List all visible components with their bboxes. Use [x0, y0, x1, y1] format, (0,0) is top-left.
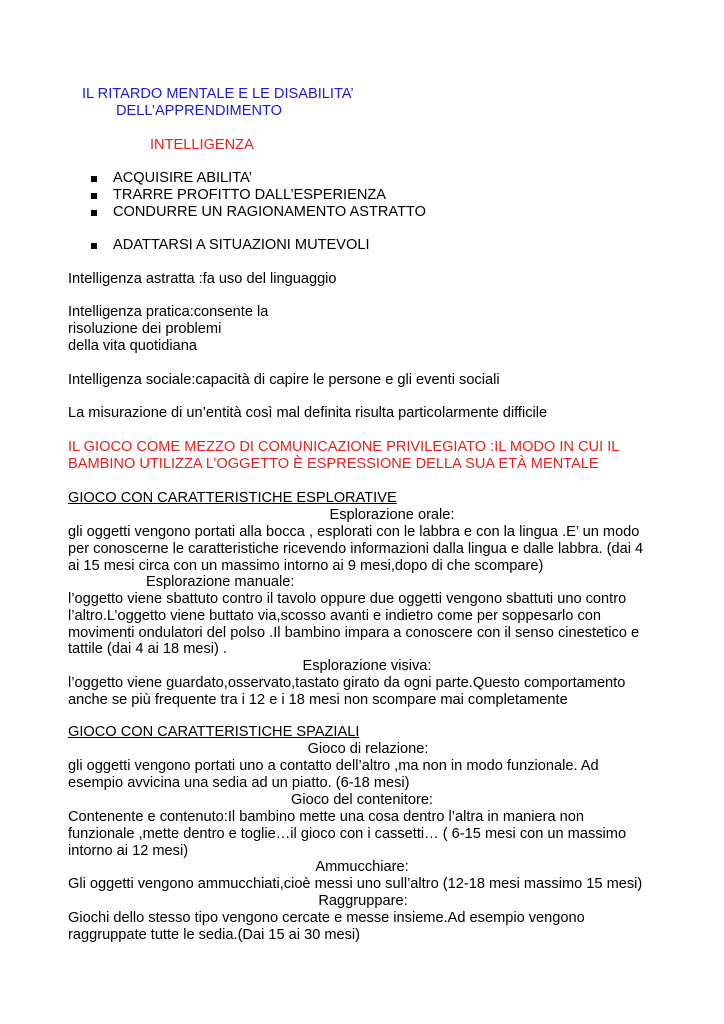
paragraph-sociale: Intelligenza sociale:capacità di capire le persone e gli eventi sociali	[68, 372, 500, 388]
section-heading-spaziali: GIOCO CON CARATTERISTICHE SPAZIALI	[68, 724, 360, 740]
body-line: intorno ai 12 mesi)	[68, 843, 189, 859]
bullet-item: ADATTARSI A SITUAZIONI MUTEVOLI	[113, 237, 370, 253]
body-line: l’altro.L’oggetto viene buttato via,scosso avanti e indietro come per soppesarlo con	[68, 608, 601, 624]
body-line: gli oggetti vengono portati uno a contatto dell’altro ,ma non in modo funzionale. Ad	[68, 758, 599, 774]
body-line: gli oggetti vengono portati alla bocca , esplorati con le labbra e con la lingua .E’ un modo	[68, 524, 640, 540]
section-heading-esplorative: GIOCO CON CARATTERISTICHE ESPLORATIVE	[68, 490, 397, 506]
body-line: funzionale ,mette dentro e toglie…il gioco con i cassetti… ( 6-15 mesi con un massimo	[68, 826, 627, 842]
bullet-marker	[91, 210, 97, 216]
paragraph-astratta: Intelligenza astratta :fa uso del linguaggio	[68, 271, 337, 287]
doc-title-line2: DELL’APPRENDIMENTO	[116, 103, 282, 119]
subheading-manuale: Esplorazione manuale:	[146, 574, 295, 590]
bullet-item: CONDURRE UN RAGIONAMENTO ASTRATTO	[113, 204, 426, 220]
subheading-ammucchiare: Ammucchiare:	[315, 859, 409, 875]
highlight-line: BAMBINO UTILIZZA L’OGGETTO È ESPRESSIONE DELLA SUA ETÀ MENTALE	[68, 456, 599, 472]
subheading-contenitore: Gioco del contenitore:	[291, 792, 433, 808]
body-line: l’oggetto viene guardato,osservato,tastato girato da ogni parte.Questo comportamento	[68, 675, 626, 691]
body-line: anche se più frequente tra i 12 e i 18 mesi non scompare mai completamente	[68, 692, 568, 708]
bullet-marker	[91, 243, 97, 249]
body-line: ai 15 mesi circa con un massimo intorno ai 9 mesi,dopo di che scompare)	[68, 558, 544, 574]
paragraph-pratica: della vita quotidiana	[68, 338, 198, 354]
section-title-intelligenza: INTELLIGENZA	[150, 137, 254, 153]
body-line: Giochi dello stesso tipo vengono cercate e messe insieme.Ad esempio vengono	[68, 910, 585, 926]
body-line: Gli oggetti vengono ammucchiati,cioè messi uno sull’altro (12-18 mesi massimo 15 mesi)	[68, 876, 643, 892]
body-line: esempio avvicina una sedia ad un piatto. (6-18 mesi)	[68, 775, 410, 791]
subheading-visiva: Esplorazione visiva:	[302, 658, 432, 674]
subheading-orale: Esplorazione orale:	[329, 507, 455, 523]
bullet-item: TRARRE PROFITTO DALL’ESPERIENZA	[113, 187, 387, 203]
subheading-raggruppare: Raggruppare:	[318, 893, 408, 909]
doc-title-line1: IL RITARDO MENTALE E LE DISABILITA’	[82, 86, 354, 102]
body-line: movimenti ondulatori del polso .Il bambino impara a conoscere con il senso cinestetico e	[68, 625, 640, 641]
highlight-line: IL GIOCO COME MEZZO DI COMUNICAZIONE PRIVILEGIATO :IL MODO IN CUI IL	[68, 439, 620, 455]
bullet-marker	[91, 193, 97, 199]
bullet-item: ACQUISIRE ABILITA’	[113, 170, 252, 186]
body-line: Contenente e contenuto:Il bambino mette una cosa dentro l’altra in maniera non	[68, 809, 584, 825]
paragraph-pratica: Intelligenza pratica:consente la	[68, 304, 269, 320]
body-line: l’oggetto viene sbattuto contro il tavolo oppure due oggetti vengono sbattuti uno contro	[68, 591, 627, 607]
bullet-marker	[91, 176, 97, 182]
paragraph-misurazione: La misurazione di un’entità così mal definita risulta particolarmente difficile	[68, 405, 548, 421]
paragraph-pratica: risoluzione dei problemi	[68, 321, 222, 337]
body-line: tattile (dai 4 ai 18 mesi) .	[68, 641, 227, 657]
subheading-relazione: Gioco di relazione:	[307, 741, 429, 757]
body-line: per conoscerne le caratteristiche ricevendo informazioni dalla lingua e dalle labbra. (dai 4	[68, 541, 644, 557]
body-line: raggruppate tutte le sedia.(Dai 15 ai 30 mesi)	[68, 927, 361, 943]
